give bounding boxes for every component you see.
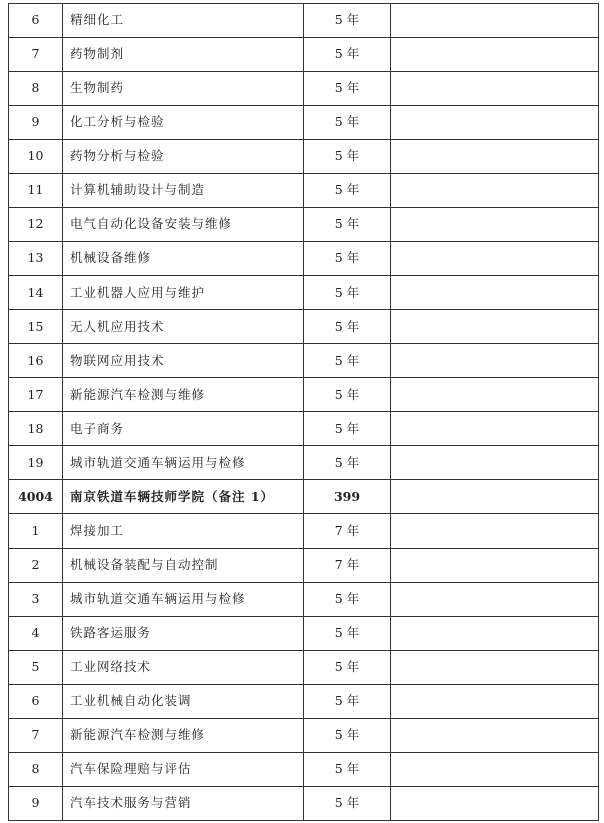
row-number: 2 — [9, 548, 63, 582]
table-row — [9, 752, 599, 786]
table-row — [9, 208, 599, 242]
row-note — [391, 344, 599, 378]
row-number: 4004 — [9, 480, 63, 514]
program-name: 城市轨道交通车辆运用与检修 — [63, 446, 304, 480]
program-years: 5 年 — [304, 446, 391, 480]
table-row — [9, 4, 599, 38]
program-table — [8, 3, 599, 821]
program-years: 5 年 — [304, 412, 391, 446]
table-row — [9, 548, 599, 582]
table-row — [9, 582, 599, 616]
program-name: 汽车技术服务与营销 — [63, 786, 304, 820]
table-row — [9, 72, 599, 106]
row-number: 5 — [9, 650, 63, 684]
program-name: 工业机械自动化装调 — [63, 684, 304, 718]
row-note — [391, 4, 599, 38]
row-note — [391, 378, 599, 412]
row-note — [391, 174, 599, 208]
program-name: 无人机应用技术 — [63, 310, 304, 344]
row-note — [391, 582, 599, 616]
program-name: 机械设备维修 — [63, 242, 304, 276]
table-row — [9, 106, 599, 140]
row-note — [391, 786, 599, 820]
row-note — [391, 38, 599, 72]
row-note — [391, 310, 599, 344]
program-years: 5 年 — [304, 72, 391, 106]
row-note — [391, 548, 599, 582]
row-note — [391, 480, 599, 514]
row-note — [391, 242, 599, 276]
table-row — [9, 412, 599, 446]
program-name: 工业网络技术 — [63, 650, 304, 684]
row-note — [391, 650, 599, 684]
row-number: 14 — [9, 276, 63, 310]
row-note — [391, 718, 599, 752]
row-note — [391, 106, 599, 140]
row-number: 16 — [9, 344, 63, 378]
row-number: 19 — [9, 446, 63, 480]
table-row — [9, 718, 599, 752]
program-years: 7 年 — [304, 514, 391, 548]
row-number: 10 — [9, 140, 63, 174]
program-name: 生物制药 — [63, 72, 304, 106]
program-name: 城市轨道交通车辆运用与检修 — [63, 582, 304, 616]
school-total: 399 — [304, 480, 391, 514]
program-years: 5 年 — [304, 140, 391, 174]
row-number: 8 — [9, 72, 63, 106]
table-row — [9, 276, 599, 310]
row-note — [391, 276, 599, 310]
table-row — [9, 310, 599, 344]
row-number: 7 — [9, 38, 63, 72]
program-name: 物联网应用技术 — [63, 344, 304, 378]
program-name: 新能源汽车检测与维修 — [63, 378, 304, 412]
program-years: 5 年 — [304, 38, 391, 72]
row-number: 13 — [9, 242, 63, 276]
table-row — [9, 616, 599, 650]
program-name: 精细化工 — [63, 4, 304, 38]
table-row — [9, 140, 599, 174]
program-name: 新能源汽车检测与维修 — [63, 718, 304, 752]
program-years: 5 年 — [304, 242, 391, 276]
program-years: 5 年 — [304, 378, 391, 412]
program-name: 工业机器人应用与维护 — [63, 276, 304, 310]
program-years: 5 年 — [304, 208, 391, 242]
row-number: 6 — [9, 4, 63, 38]
row-number: 9 — [9, 786, 63, 820]
program-years: 5 年 — [304, 684, 391, 718]
program-name: 焊接加工 — [63, 514, 304, 548]
school-name: 南京铁道车辆技师学院（备注 1） — [63, 480, 304, 514]
table-row — [9, 514, 599, 548]
program-table-body — [9, 4, 599, 821]
row-note — [391, 752, 599, 786]
row-number: 8 — [9, 752, 63, 786]
row-note — [391, 684, 599, 718]
program-years: 7 年 — [304, 548, 391, 582]
table-row — [9, 174, 599, 208]
row-note — [391, 208, 599, 242]
row-note — [391, 446, 599, 480]
row-number: 1 — [9, 514, 63, 548]
program-years: 5 年 — [304, 616, 391, 650]
row-number: 9 — [9, 106, 63, 140]
program-years: 5 年 — [304, 276, 391, 310]
program-years: 5 年 — [304, 174, 391, 208]
row-number: 11 — [9, 174, 63, 208]
table-row — [9, 38, 599, 72]
program-years: 5 年 — [304, 752, 391, 786]
table-row — [9, 344, 599, 378]
row-number: 6 — [9, 684, 63, 718]
program-years: 5 年 — [304, 718, 391, 752]
row-note — [391, 140, 599, 174]
program-name: 计算机辅助设计与制造 — [63, 174, 304, 208]
row-number: 15 — [9, 310, 63, 344]
program-years: 5 年 — [304, 310, 391, 344]
table-row — [9, 786, 599, 820]
row-number: 17 — [9, 378, 63, 412]
program-name: 药物制剂 — [63, 38, 304, 72]
row-note — [391, 514, 599, 548]
program-years: 5 年 — [304, 4, 391, 38]
program-name: 电子商务 — [63, 412, 304, 446]
table-row — [9, 446, 599, 480]
program-years: 5 年 — [304, 106, 391, 140]
row-note — [391, 72, 599, 106]
table-row — [9, 650, 599, 684]
row-note — [391, 616, 599, 650]
table-row — [9, 378, 599, 412]
program-name: 化工分析与检验 — [63, 106, 304, 140]
program-years: 5 年 — [304, 344, 391, 378]
program-name: 电气自动化设备安装与维修 — [63, 208, 304, 242]
program-years: 5 年 — [304, 650, 391, 684]
table-row — [9, 242, 599, 276]
program-years: 5 年 — [304, 582, 391, 616]
table-row — [9, 684, 599, 718]
row-number: 3 — [9, 582, 63, 616]
row-note — [391, 412, 599, 446]
school-header-row — [9, 480, 599, 514]
program-name: 铁路客运服务 — [63, 616, 304, 650]
row-number: 12 — [9, 208, 63, 242]
program-name: 药物分析与检验 — [63, 140, 304, 174]
program-name: 机械设备装配与自动控制 — [63, 548, 304, 582]
row-number: 7 — [9, 718, 63, 752]
program-name: 汽车保险理赔与评估 — [63, 752, 304, 786]
program-years: 5 年 — [304, 786, 391, 820]
row-number: 4 — [9, 616, 63, 650]
row-number: 18 — [9, 412, 63, 446]
